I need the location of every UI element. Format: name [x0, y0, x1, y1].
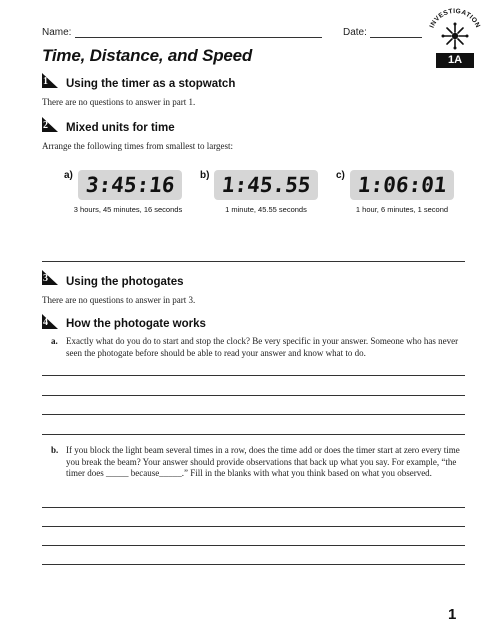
section-4-number: 4 — [42, 314, 58, 329]
section-1-title: Using the timer as a stopwatch — [66, 78, 236, 90]
page-title: Time, Distance, and Speed — [42, 46, 253, 65]
question-a-text: Exactly what do you do to start and stop the clock? Be very specific in your answer. Someone who has never seen the photogate before should be able to read your answer and know what to do. — [66, 336, 459, 358]
section-divider — [42, 261, 465, 262]
section-1-body: There are no questions to answer in part 1. — [42, 97, 196, 107]
timer-a-caption: 3 hours, 45 minutes, 16 seconds — [73, 205, 183, 214]
section-3-body: There are no questions to answer in part 3. — [42, 295, 196, 305]
timer-b-label: b) — [200, 170, 210, 181]
badge-arc-text: INVESTIGATION — [428, 7, 482, 30]
question-a-label: a. — [51, 336, 58, 346]
section-2-title: Mixed units for time — [66, 122, 175, 134]
answer-line[interactable] — [42, 375, 465, 376]
section-1-number: 1 — [42, 73, 58, 88]
timer-c-display: 1:06:01 — [350, 170, 454, 200]
name-field[interactable] — [75, 37, 322, 38]
section-3-number: 3 — [42, 270, 58, 285]
answer-line[interactable] — [42, 434, 465, 435]
timer-a-display: 3:45:16 — [78, 170, 182, 200]
timer-a-label: a) — [64, 170, 73, 181]
answer-line[interactable] — [42, 395, 465, 396]
answer-line[interactable] — [42, 414, 465, 415]
page-number: 1 — [448, 606, 457, 623]
section-3-title: Using the photogates — [66, 276, 184, 288]
timer-c-label: c) — [336, 170, 345, 181]
answer-line[interactable] — [42, 564, 465, 565]
answer-line[interactable] — [42, 545, 465, 546]
question-b-label: b. — [51, 445, 59, 455]
question-b-text: If you block the light beam several times in a row, does the time add or does the timer start at zero every time you break the beam? Your answer should provide observations that back up what you say. For example, “the timer does _____ because_____.” Fill in the blanks with what you think based on what you observed. — [66, 445, 460, 478]
section-2-number: 2 — [42, 117, 58, 132]
timer-b-caption: 1 minute, 45.55 seconds — [225, 205, 307, 214]
section-4-title: How the photogate works — [66, 318, 206, 330]
date-field[interactable] — [370, 37, 422, 38]
investigation-badge — [426, 6, 484, 70]
timer-c-caption: 1 hour, 6 minutes, 1 second — [355, 205, 449, 214]
timer-b-display: 1:45.55 — [214, 170, 318, 200]
name-label: Name: — [42, 27, 72, 38]
answer-line[interactable] — [42, 526, 465, 527]
date-label: Date: — [343, 27, 367, 38]
answer-line[interactable] — [42, 507, 465, 508]
investigation-seal-icon — [426, 6, 484, 50]
badge-code: 1A — [436, 53, 474, 68]
section-2-body: Arrange the following times from smallest to largest: — [42, 141, 234, 151]
